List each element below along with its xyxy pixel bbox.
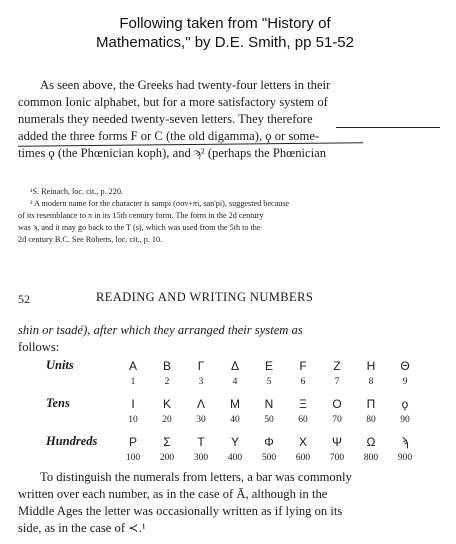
bottom-paragraph-line-4: side, as in the case of ≺.¹ bbox=[18, 521, 146, 535]
numeral-letter: Φ bbox=[264, 435, 274, 449]
footnote-2-line-3: was ϡ, and it may go back to the T (s), which was used from the 5th to the bbox=[18, 223, 261, 232]
numeral-letter: N bbox=[264, 397, 274, 411]
page-number: 52 bbox=[18, 292, 30, 306]
numeral-letter: F bbox=[299, 359, 307, 373]
page2-intro-line-1 bbox=[18, 322, 438, 339]
numeral-value: 800 bbox=[363, 453, 379, 463]
running-head: READING AND WRITING NUMBERS bbox=[96, 290, 314, 304]
numeral-value: 10 bbox=[128, 415, 138, 425]
handwritten-underline-1 bbox=[336, 127, 440, 128]
top-paragraph-line-5: times ϙ (the Phœnician koph), and ϡ² (perhaps the Phœnician bbox=[18, 146, 327, 160]
numeral-letter: A bbox=[128, 359, 137, 373]
numeral-value: 100 bbox=[125, 453, 141, 463]
bottom-paragraph-line-1: To distinguish the numerals from letters, a bar was commonly bbox=[40, 470, 352, 484]
numeral-letter: ϡ bbox=[401, 435, 409, 449]
numeral-letter: B bbox=[162, 359, 171, 373]
numeral-letter: Ω bbox=[366, 435, 376, 449]
numeral-value: 400 bbox=[227, 453, 243, 463]
numeral-letter: K bbox=[162, 397, 171, 411]
numeral-letter: P bbox=[128, 435, 137, 449]
document-header bbox=[60, 14, 390, 52]
top-paragraph-line-1: As seen above, the Greeks had twenty-four letters in their bbox=[40, 78, 331, 92]
page2-intro-line-2: follows: bbox=[18, 340, 60, 354]
numeral-letter: Z bbox=[333, 359, 341, 373]
bottom-paragraph-line-3: Middle Ages the letter was occasionally written as if lying on its bbox=[18, 504, 343, 518]
footnote-1: ¹S. Reinach, loc. cit., p. 220. bbox=[30, 187, 123, 196]
numeral-letter: O bbox=[332, 397, 342, 411]
numeral-value: 700 bbox=[329, 453, 345, 463]
numeral-letter: ϙ bbox=[401, 397, 409, 411]
row-label-hundreds: Hundreds bbox=[46, 434, 98, 448]
numeral-letter: Y bbox=[230, 435, 239, 449]
numeral-value: 5 bbox=[266, 377, 272, 387]
top-paragraph-line-3: numerals they needed twenty-seven letters. They therefore bbox=[18, 112, 313, 126]
numeral-value: 3 bbox=[198, 377, 204, 387]
numeral-value: 40 bbox=[230, 415, 240, 425]
numeral-letter: E bbox=[264, 359, 273, 373]
numeral-letter: Γ bbox=[197, 359, 205, 373]
header-line-1: Following taken from "History of bbox=[119, 15, 331, 32]
bottom-paragraph-line-2: written over each number, as in the case of Ā, although in the bbox=[18, 487, 328, 501]
numeral-value: 80 bbox=[366, 415, 376, 425]
numeral-letter: M bbox=[230, 397, 240, 411]
numeral-letter: H bbox=[366, 359, 376, 373]
numeral-value: 30 bbox=[196, 415, 206, 425]
numeral-value: 9 bbox=[402, 377, 408, 387]
numeral-value: 20 bbox=[162, 415, 172, 425]
numeral-value: 6 bbox=[300, 377, 306, 387]
header-line-2: Mathematics," by D.E. Smith, pp 51-52 bbox=[96, 34, 354, 51]
numeral-letter: X bbox=[298, 435, 307, 449]
numeral-letter: Ψ bbox=[331, 435, 343, 449]
numeral-letter: Σ bbox=[163, 435, 171, 449]
numeral-value: 90 bbox=[400, 415, 410, 425]
numeral-value: 8 bbox=[368, 377, 374, 387]
footnote-2-line-2: of its resemblance to π in its 15th century form. The form in the 2d century bbox=[18, 211, 264, 220]
numeral-letter: T bbox=[197, 435, 205, 449]
numeral-letter: Λ bbox=[196, 397, 205, 411]
numeral-value: 300 bbox=[193, 453, 209, 463]
numeral-value: 900 bbox=[397, 453, 413, 463]
numeral-value: 60 bbox=[298, 415, 308, 425]
numeral-letter: Π bbox=[366, 397, 376, 411]
numeral-value: 50 bbox=[264, 415, 274, 425]
numeral-value: 7 bbox=[334, 377, 340, 387]
numeral-value: 2 bbox=[164, 377, 170, 387]
numeral-value: 200 bbox=[159, 453, 175, 463]
numeral-value: 500 bbox=[261, 453, 277, 463]
intro-italic: shin or tsadé), after which they arranged their system as bbox=[18, 323, 303, 337]
numeral-value: 1 bbox=[130, 377, 136, 387]
footnote-2-line-4: 2d century B.C. See Roberts, loc. cit., p. 10. bbox=[18, 235, 163, 244]
numeral-letter: Ξ bbox=[299, 397, 307, 411]
numeral-letter: I bbox=[131, 397, 135, 411]
row-label-units: Units bbox=[46, 358, 74, 372]
numeral-value: 4 bbox=[232, 377, 238, 387]
footnote-2-line-1: ² A modern name for the character is sampi (σαν+πι, san'pi), suggested because bbox=[30, 199, 290, 208]
numeral-value: 70 bbox=[332, 415, 342, 425]
top-paragraph-line-2: common Ionic alphabet, but for a more satisfactory system of bbox=[18, 95, 328, 109]
numeral-letter: Θ bbox=[400, 359, 410, 373]
numeral-value: 600 bbox=[295, 453, 311, 463]
top-paragraph-line-4: added the three forms F or C (the old digamma), ϙ or some- bbox=[18, 129, 320, 143]
numeral-letter: Δ bbox=[230, 359, 239, 373]
row-label-tens: Tens bbox=[46, 396, 70, 410]
